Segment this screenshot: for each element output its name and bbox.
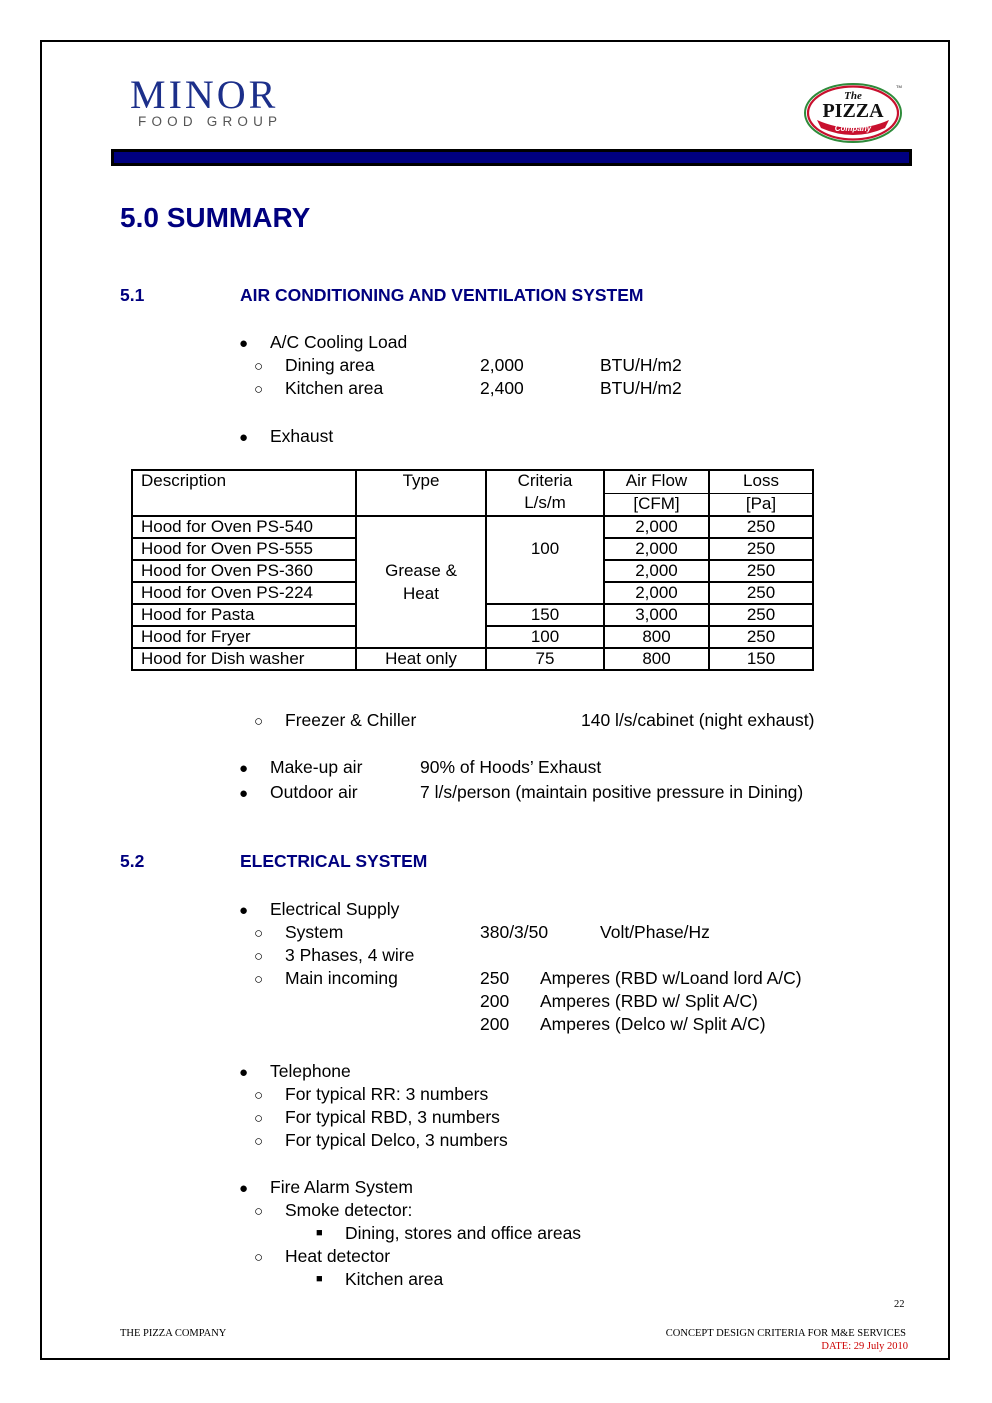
circle-bullet-icon: ○ bbox=[254, 381, 264, 398]
makeup-air-label: Make-up air bbox=[270, 757, 363, 777]
fire-alarm-label: Fire Alarm System bbox=[270, 1177, 413, 1197]
outdoor-air-label: Outdoor air bbox=[270, 782, 358, 802]
main-incoming-value: 200 bbox=[480, 991, 510, 1011]
system-value: 380/3/50 bbox=[480, 922, 549, 942]
cell-loss: 250 bbox=[709, 538, 813, 560]
header-criteria bbox=[486, 470, 604, 516]
telephone-label: Telephone bbox=[270, 1061, 351, 1081]
footer-company: THE PIZZA COMPANY bbox=[120, 1328, 227, 1339]
bullet-icon: ● bbox=[239, 429, 249, 446]
header-bar bbox=[111, 149, 912, 166]
logo-tm-text: TM bbox=[896, 84, 902, 89]
page-border bbox=[40, 40, 950, 1360]
logo-minor-text: MINOR bbox=[130, 72, 279, 117]
heat-detector-label: Heat detector bbox=[285, 1246, 391, 1266]
telephone-item: For typical RBD, 3 numbers bbox=[285, 1107, 500, 1127]
cell-airflow: 3,000 bbox=[604, 604, 709, 626]
cell-type-grease-heat bbox=[356, 516, 486, 648]
dining-area-unit: BTU/H/m2 bbox=[600, 355, 682, 375]
table-header-row bbox=[132, 470, 813, 493]
main-incoming-desc: Amperes (RBD w/ Split A/C) bbox=[540, 991, 758, 1011]
type-line-2: Heat bbox=[403, 583, 439, 603]
footer-date: DATE: 29 July 2010 bbox=[821, 1341, 908, 1352]
pizza-company-logo bbox=[803, 80, 903, 144]
circle-bullet-icon: ○ bbox=[254, 1087, 264, 1104]
header-description: Description bbox=[132, 470, 356, 516]
circle-bullet-icon: ○ bbox=[254, 1133, 264, 1150]
main-incoming-value: 250 bbox=[480, 968, 510, 988]
cell-description: Hood for Oven PS-555 bbox=[132, 538, 356, 560]
logo-food-group-text: FOOD GROUP bbox=[138, 114, 283, 129]
cell-airflow: 2,000 bbox=[604, 560, 709, 582]
logo-company-text: Company bbox=[834, 124, 872, 133]
main-incoming-desc: Amperes (RBD w/Loand lord A/C) bbox=[540, 968, 802, 988]
circle-bullet-icon: ○ bbox=[254, 1249, 264, 1266]
cell-type: Heat only bbox=[356, 648, 486, 670]
minor-food-group-logo bbox=[130, 72, 283, 129]
square-bullet-icon: ■ bbox=[316, 1227, 323, 1239]
header-criteria-unit: L/s/m bbox=[524, 493, 566, 512]
header-loss-unit: [Pa] bbox=[709, 493, 813, 516]
page-number: 22 bbox=[894, 1299, 905, 1310]
cell-description: Hood for Pasta bbox=[132, 604, 356, 626]
cell-description: Hood for Oven PS-540 bbox=[132, 516, 356, 538]
cell-loss: 250 bbox=[709, 560, 813, 582]
header-airflow-unit: [CFM] bbox=[604, 493, 709, 516]
exhaust-label: Exhaust bbox=[270, 426, 334, 446]
dining-area-label: Dining area bbox=[285, 355, 375, 375]
cell-loss: 250 bbox=[709, 626, 813, 648]
cell-criteria: 75 bbox=[486, 648, 604, 670]
section-number: 5.1 bbox=[120, 285, 145, 305]
bullet-icon: ● bbox=[239, 902, 249, 919]
cell-airflow: 800 bbox=[604, 648, 709, 670]
cell-description: Hood for Fryer bbox=[132, 626, 356, 648]
main-incoming-desc: Amperes (Delco w/ Split A/C) bbox=[540, 1014, 766, 1034]
cell-loss: 250 bbox=[709, 604, 813, 626]
heat-detector-areas: Kitchen area bbox=[345, 1269, 444, 1289]
circle-bullet-icon: ○ bbox=[254, 925, 264, 942]
cell-description: Hood for Oven PS-360 bbox=[132, 560, 356, 582]
cell-loss: 250 bbox=[709, 516, 813, 538]
cooling-load-label: A/C Cooling Load bbox=[270, 332, 408, 352]
type-line-1: Grease & bbox=[385, 560, 457, 580]
freezer-label: Freezer & Chiller bbox=[285, 710, 417, 730]
cell-loss: 250 bbox=[709, 582, 813, 604]
kitchen-area-value: 2,400 bbox=[480, 378, 524, 398]
circle-bullet-icon: ○ bbox=[254, 971, 264, 988]
cell-criteria: 150 bbox=[486, 604, 604, 626]
main-incoming-label: Main incoming bbox=[285, 968, 398, 988]
kitchen-area-unit: BTU/H/m2 bbox=[600, 378, 682, 398]
dining-area-value: 2,000 bbox=[480, 355, 524, 375]
bullet-icon: ● bbox=[239, 335, 249, 352]
cell-airflow: 800 bbox=[604, 626, 709, 648]
cell-loss: 150 bbox=[709, 648, 813, 670]
phases-label: 3 Phases, 4 wire bbox=[285, 945, 415, 965]
exhaust-table bbox=[131, 469, 814, 671]
logo-the-text: The bbox=[844, 90, 862, 102]
footer-document-title: CONCEPT DESIGN CRITERIA FOR M&E SERVICES bbox=[665, 1328, 906, 1339]
circle-bullet-icon: ○ bbox=[254, 713, 264, 730]
circle-bullet-icon: ○ bbox=[254, 1110, 264, 1127]
freezer-value: 140 l/s/cabinet (night exhaust) bbox=[581, 710, 815, 730]
cell-description: Hood for Oven PS-224 bbox=[132, 582, 356, 604]
bullet-icon: ● bbox=[239, 1180, 249, 1197]
section-heading: ELECTRICAL SYSTEM bbox=[240, 851, 428, 871]
section-number: 5.2 bbox=[120, 851, 145, 871]
bullet-icon: ● bbox=[239, 760, 249, 777]
circle-bullet-icon: ○ bbox=[254, 358, 264, 375]
main-incoming-value: 200 bbox=[480, 1014, 510, 1034]
electrical-supply-label: Electrical Supply bbox=[270, 899, 400, 919]
bullet-icon: ● bbox=[239, 1064, 249, 1081]
square-bullet-icon: ■ bbox=[316, 1273, 323, 1285]
cell-airflow: 2,000 bbox=[604, 538, 709, 560]
section-heading: AIR CONDITIONING AND VENTILATION SYSTEM bbox=[240, 285, 644, 305]
bullet-icon: ● bbox=[239, 785, 249, 802]
table-row bbox=[132, 516, 813, 538]
header-loss: Loss bbox=[709, 470, 813, 493]
telephone-item: For typical RR: 3 numbers bbox=[285, 1084, 489, 1104]
cell-criteria: 100 bbox=[486, 626, 604, 648]
system-unit: Volt/Phase/Hz bbox=[600, 922, 710, 942]
cell-airflow: 2,000 bbox=[604, 582, 709, 604]
circle-bullet-icon: ○ bbox=[254, 1203, 264, 1220]
cell-description: Hood for Dish washer bbox=[132, 648, 356, 670]
outdoor-air-value: 7 l/s/person (maintain positive pressure in Dining) bbox=[420, 782, 804, 802]
header-airflow: Air Flow bbox=[604, 470, 709, 493]
kitchen-area-label: Kitchen area bbox=[285, 378, 384, 398]
header-type: Type bbox=[356, 470, 486, 516]
smoke-detector-areas: Dining, stores and office areas bbox=[345, 1223, 582, 1243]
logo-pizza-text: PIZZA bbox=[822, 100, 884, 122]
cell-airflow: 2,000 bbox=[604, 516, 709, 538]
system-label: System bbox=[285, 922, 344, 942]
makeup-air-value: 90% of Hoods’ Exhaust bbox=[420, 757, 602, 777]
cell-criteria-group: 100 bbox=[486, 516, 604, 604]
circle-bullet-icon: ○ bbox=[254, 948, 264, 965]
telephone-item: For typical Delco, 3 numbers bbox=[285, 1130, 508, 1150]
header-criteria-label: Criteria bbox=[517, 471, 573, 490]
table-row bbox=[132, 648, 813, 670]
page-title: 5.0 SUMMARY bbox=[120, 202, 311, 233]
smoke-detector-label: Smoke detector: bbox=[285, 1200, 413, 1220]
